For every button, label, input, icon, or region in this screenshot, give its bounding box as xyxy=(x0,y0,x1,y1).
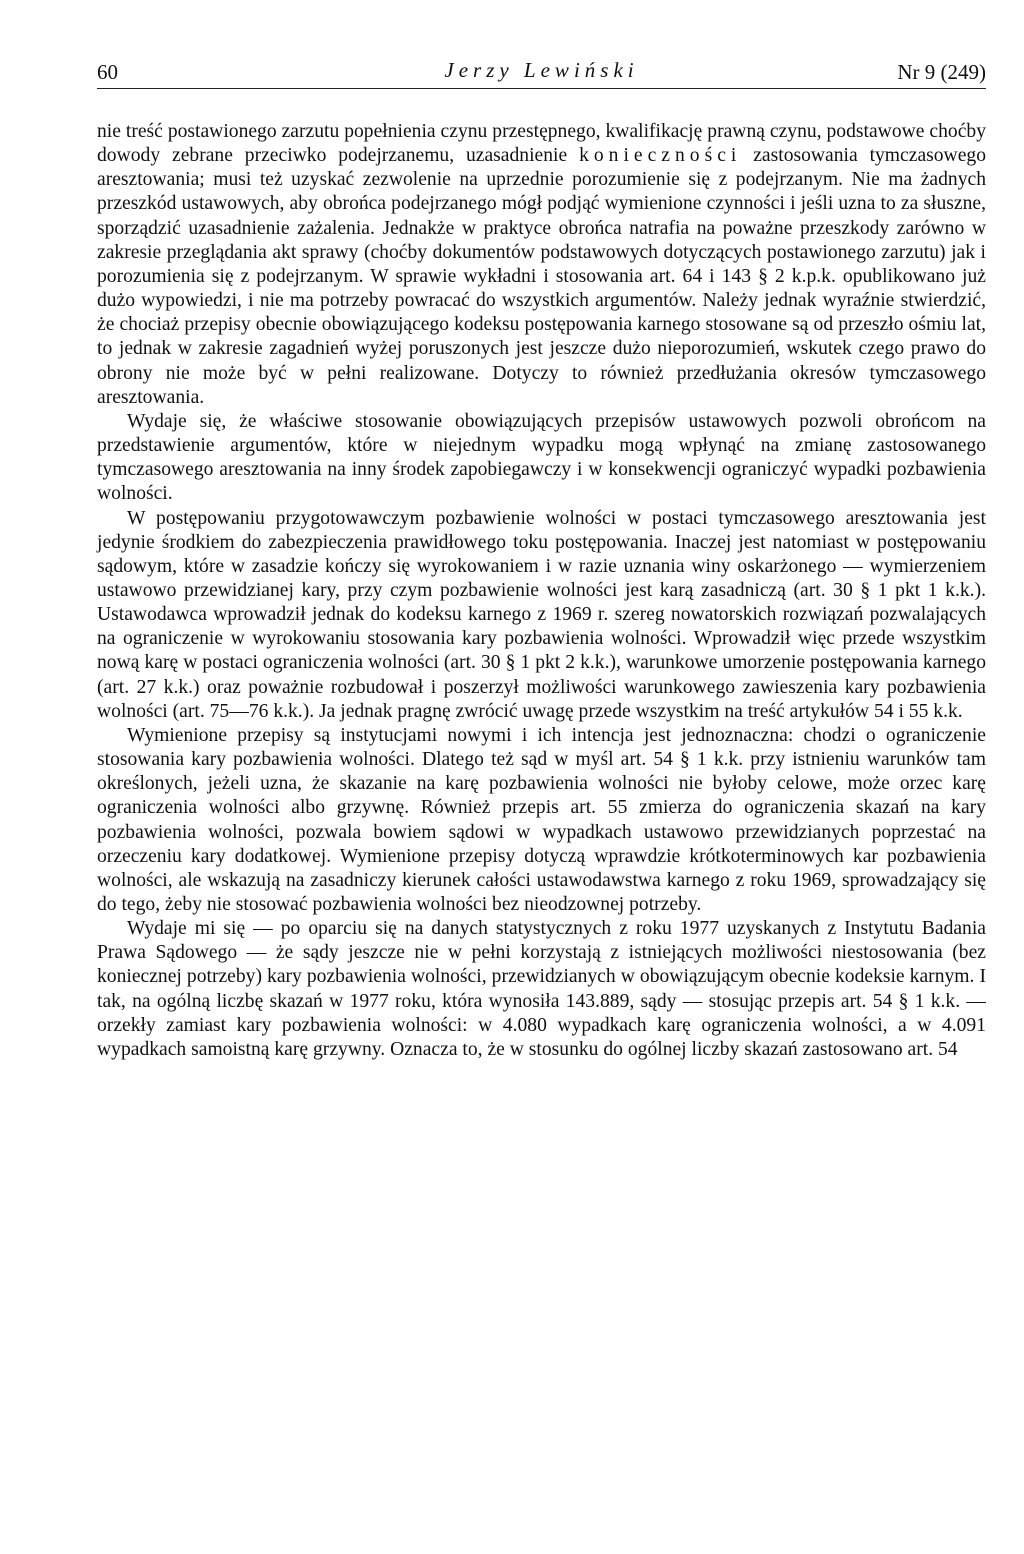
paragraph: W postępowaniu przygotowawczym pozbawienie wolności w postaci tymczasowego aresztowania jest jedynie środkiem do zabezpieczenia prawidłowego toku postępowania. Inaczej jest natomiast w postępowaniu sądowym, które w zasadzie kończy się wyrokowaniem i w razie uznania winy oskarżonego — wymierzeniem ustawowo przewidzianej kary, przy czym pozbawienie wolności jest karą zasadniczą (art. 30 § 1 pkt 1 k.k.). Ustawodawca wprowadził jednak do kodeksu karnego z 1969 r. szereg nowatorskich rozwiązań pozwalających na ograniczenie w wyrokowaniu stosowania kary pozbawienia wolności. Wprowadził więc przede wszystkim nową karę w postaci ograniczenia wolności (art. 30 § 1 pkt 2 k.k.), warunkowe umorzenie postępowania karnego (art. 27 k.k.) oraz poważnie rozbudował i poszerzył możliwości warunkowego zawieszenia kary pozbawienia wolności (art. 75—76 k.k.). Ja jednak pragnę zwrócić uwagę przede wszystkim na treść artykułów 54 i 55 k.k. xyxy=(97,507,986,722)
paragraph xyxy=(97,120,986,410)
paragraph: Wydaje mi się — po oparciu się na danych statystycznych z roku 1977 uzyskanych z Instytutu Badania Prawa Sądowego — że sądy jeszcze nie w pełni korzystają z istniejących możliwości niestosowania (bez koniecznej potrzeby) kary pozbawienia wolności, przewidzianych w obowiązującym obecnie kodeksie karnym. I tak, na ogólną liczbę skazań w 1977 roku, która wynosiła 143.889, sądy — stosując przepis art. 54 § 1 k.k. — orzekły zamiast kary pozbawienia wolności: w 4.080 wypadkach karę ograniczenia wolności, a w 4.091 wypadkach samoistną karę grzywny. Oznacza to, że w stosunku do ogólnej liczby skazań zastosowano art. 54 xyxy=(97,918,986,1060)
issue-number: Nr 9 (249) xyxy=(897,60,986,84)
text-segment: zastosowania tymczasowego aresztowania; musi też uzyskać zezwolenie na uprzednie porozumienie się z podejrzanym. Nie ma żadnych przeszkód ustawowych, aby obrońca podejrzanego mógł podjąć wymienione czynności i jeśli uzna to za słuszne, sporządzić uzasadnienie zażalenia. Jednakże w praktyce obrońca natrafia na poważne przeszkody zarówno w zakresie przeglądania akt sprawy (choćby dokumentów podstawowych dotyczących postawionego zarzutu) jak i porozumienia się z podejrzanym. W sprawie wykładni i stosowania art. 64 i 143 § 2 k.p.k. opublikowano już dużo wypowiedzi, i nie ma potrzeby powracać do wszystkich argumentów. Należy jednak wyraźnie stwierdzić, że chociaż przepisy obecnie obowiązującego kodeksu postępowania karnego stosowane są od przeszło ośmiu lat, to jednak w zakresie zagadnień wyżej poruszonych jest jeszcze dużo nieporozumień, wskutek czego prawo do obrony nie może być w pełni realizowane. Dotyczy to również przedłużania okresów tymczasowego aresztowania. xyxy=(97,145,986,408)
paragraph: Wydaje się, że właściwe stosowanie obowiązujących przepisów ustawowych pozwoli obrońcom na przedstawienie argumentów, które w niejednym wypadku mogą wpłynąć na zmianę zastosowanego tymczasowego aresztowania na inny środek zapobiegawczy i w konsekwencji ograniczyć wypadki pozbawienia wolności. xyxy=(97,410,986,505)
page-header xyxy=(97,58,986,89)
article-body xyxy=(97,120,986,1062)
emphasized-text: konieczności xyxy=(579,145,742,167)
paragraph: Wymienione przepisy są instytucjami nowymi i ich intencja jest jednoznaczna: chodzi o ograniczenie stosowania kary pozbawienia wolności. Dlatego też sąd w myśl art. 54 § 1 k.k. przy istnieniu warunków tam określonych, jeżeli uzna, że skazanie na karę pozbawienia wolności nie byłoby celowe, może orzec karę ograniczenia wolności albo grzywnę. Również przepis art. 55 zmierza do ograniczenia skazań na kary pozbawienia wolności, pozwala bowiem sądowi w wypadkach ustawowo przewidzianych poprzestać na orzeczeniu kary dodatkowej. Wymienione przepisy dotyczą wprawdzie krótkoterminowych kar pozbawienia wolności, ale wskazują na zasadniczy kierunek całości ustawodawstwa karnego z roku 1969, sprowadzający się do tego, żeby nie stosować pozbawienia wolności bez nieodzownej potrzeby. xyxy=(97,724,986,915)
text-segment: nie treść postawionego zarzutu popełnienia czynu przestępnego, kwalifikację prawną czynu, podstawowe choćby dowody zebrane przeciwko podejrzanemu, uzasadnienie xyxy=(97,121,986,167)
page-number: 60 xyxy=(97,60,118,84)
running-title: Jerzy Lewiński xyxy=(444,58,639,82)
